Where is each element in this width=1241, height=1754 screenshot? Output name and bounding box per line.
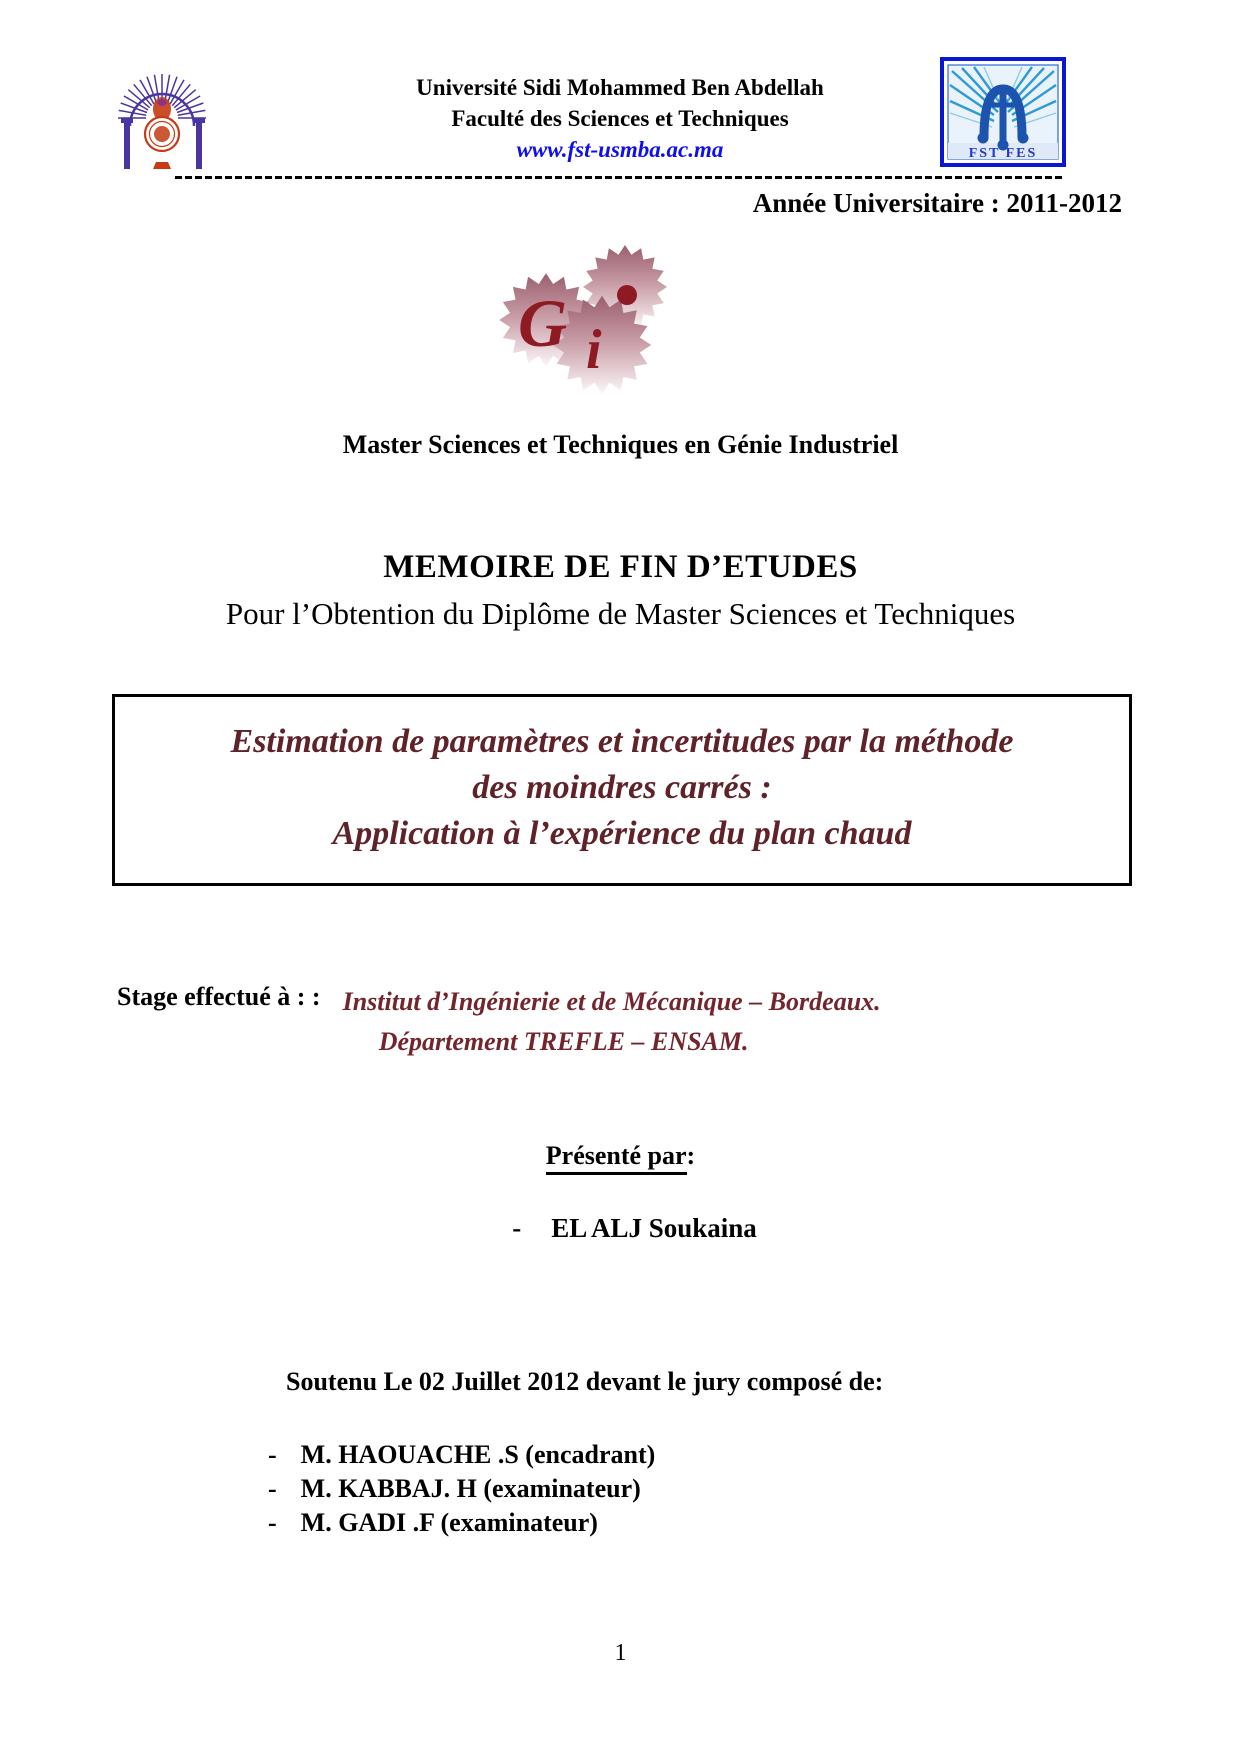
author-line bbox=[14, 1213, 1241, 1244]
gi-letter-g: G bbox=[518, 285, 568, 361]
internship-location bbox=[343, 982, 881, 1062]
genie-industriel-logo bbox=[482, 242, 707, 397]
jury-dash: - bbox=[268, 1440, 277, 1469]
jury-member-row bbox=[268, 1472, 655, 1506]
degree-subheading: Pour l’Obtention du Diplôme de Master Sciences et Techniques bbox=[225, 596, 1016, 631]
header-institution-block bbox=[300, 72, 940, 165]
presented-by-heading bbox=[0, 1141, 1241, 1171]
university-emblem-icon bbox=[116, 66, 210, 172]
document-type-heading: MEMOIRE DE FIN D’ETUDES bbox=[383, 549, 858, 585]
jury-member-name: M. GADI .F (examinateur) bbox=[300, 1508, 598, 1537]
academic-year: Année Universitaire : 2011-2012 bbox=[752, 188, 1122, 218]
faculty-name: Faculté des Sciences et Techniques bbox=[451, 106, 789, 131]
internship-label: Stage effectué à : : bbox=[117, 982, 321, 1011]
gi-i-dot bbox=[617, 285, 637, 305]
university-emblem-logo bbox=[116, 66, 210, 172]
divider-dashed-line bbox=[175, 176, 1065, 179]
fst-fes-label: FST FES bbox=[968, 146, 1038, 161]
jury-member-name: M. HAOUACHE .S (encadrant) bbox=[300, 1440, 656, 1469]
program-name: Master Sciences et Techniques en Génie Industriel bbox=[342, 430, 899, 459]
page-number: 1 bbox=[614, 1640, 627, 1666]
jury-list bbox=[268, 1438, 655, 1540]
gi-gears-icon bbox=[482, 242, 707, 397]
website-link[interactable]: www.fst-usmba.ac.ma bbox=[516, 137, 724, 162]
internship-section bbox=[117, 982, 881, 1062]
jury-member-row bbox=[268, 1438, 655, 1472]
internship-institution: Institut d’Ingénierie et de Mécanique – Bordeaux. bbox=[342, 987, 881, 1016]
presented-by-colon: : bbox=[686, 1141, 696, 1170]
jury-member-row bbox=[268, 1506, 655, 1540]
author-dash: - bbox=[512, 1213, 522, 1243]
university-name: Université Sidi Mohammed Ben Abdellah bbox=[416, 75, 824, 100]
jury-member-name: M. KABBAJ. H (examinateur) bbox=[300, 1474, 641, 1503]
gi-letter-i: i bbox=[586, 319, 602, 381]
fst-fes-logo bbox=[940, 57, 1066, 167]
defense-intro: Soutenu Le 02 Juillet 2012 devant le jury composé de: bbox=[286, 1367, 884, 1396]
jury-dash: - bbox=[268, 1474, 277, 1503]
presented-by-label: Présenté par bbox=[546, 1141, 687, 1175]
fst-fes-logo-icon bbox=[940, 57, 1066, 167]
jury-dash: - bbox=[268, 1508, 277, 1537]
thesis-title-line1: Estimation de paramètres et incertitudes par la méthode bbox=[230, 723, 1014, 760]
internship-department: Département TREFLE – ENSAM. bbox=[378, 1027, 749, 1056]
thesis-title-line3: Application à l’expérience du plan chaud bbox=[332, 815, 912, 852]
thesis-title-line2: des moindres carrés : bbox=[472, 769, 772, 806]
thesis-title-box bbox=[112, 694, 1132, 886]
author-name: EL ALJ Soukaina bbox=[551, 1213, 757, 1243]
